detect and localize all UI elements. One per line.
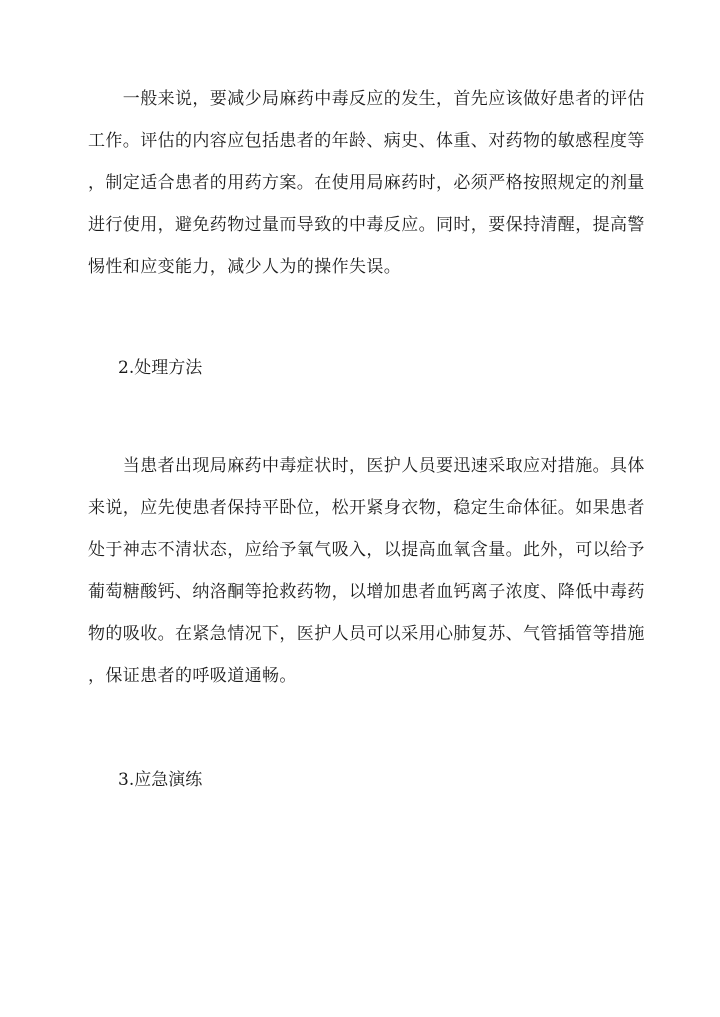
- paragraph-prevention: [88, 78, 645, 288]
- section-heading-treatment: 2.处理方法: [118, 358, 203, 378]
- paragraph-line: 物的吸收。在紧急情况下，医护人员可以采用心肺复苏、气管插管等措施: [88, 624, 645, 644]
- paragraph-treatment: [88, 445, 645, 697]
- paragraph-line: ，保证患者的呼吸道通畅。: [88, 666, 297, 686]
- paragraph-line: ，制定适合患者的用药方案。在使用局麻药时，必须严格按照规定的剂量: [88, 173, 645, 193]
- paragraph-line: 工作。评估的内容应包括患者的年龄、病史、体重、对药物的敏感程度等: [88, 131, 645, 151]
- paragraph-line: 来说，应先使患者保持平卧位，松开紧身衣物，稳定生命体征。如果患者: [88, 498, 645, 518]
- section-heading-drill: 3.应急演练: [118, 770, 203, 790]
- paragraph-line: 当患者出现局麻药中毒症状时，医护人员要迅速采取应对措施。具体: [88, 456, 645, 476]
- paragraph-line: 葡萄糖酸钙、纳洛酮等抢救药物，以增加患者血钙离子浓度、降低中毒药: [88, 582, 645, 602]
- paragraph-line: 惕性和应变能力，减少人为的操作失误。: [88, 257, 402, 277]
- paragraph-line: 处于神志不清状态，应给予氧气吸入，以提高血氧含量。此外，可以给予: [88, 540, 645, 560]
- paragraph-line: 一般来说，要减少局麻药中毒反应的发生，首先应该做好患者的评估: [88, 89, 645, 109]
- paragraph-line: 进行使用，避免药物过量而导致的中毒反应。同时，要保持清醒，提高警: [88, 215, 645, 235]
